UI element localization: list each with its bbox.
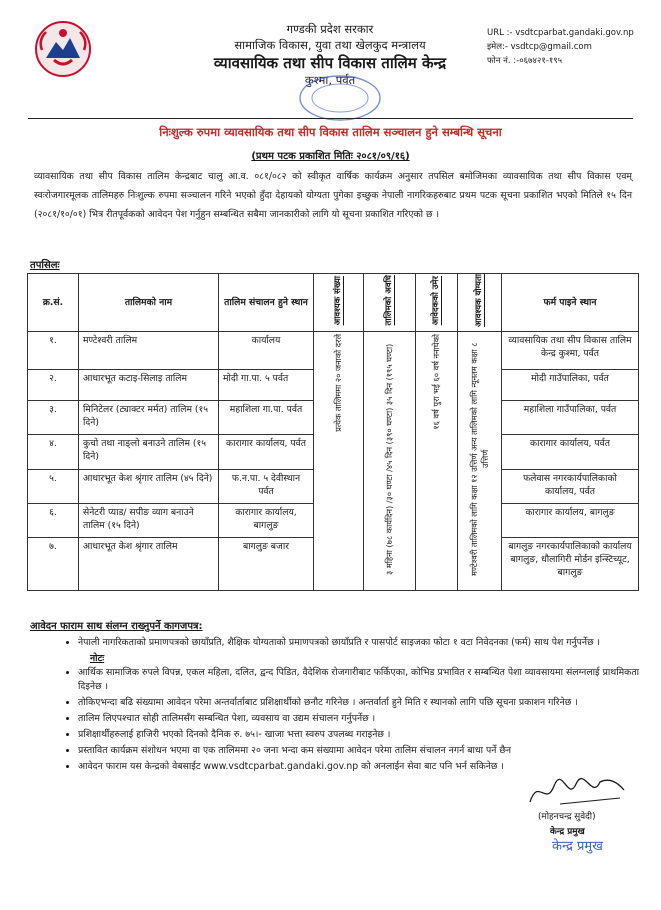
signatory-name: (मोहनचन्द्र सुवेदी) [538,812,596,822]
header-age-text: आवेदकको उमेर [431,275,441,326]
row-sn: ५. [28,469,79,503]
office-stamp: केन्द्र प्रमुख [552,839,603,854]
note-label: नोटः [90,653,105,664]
row-form-location: कारागार कार्यालय, बागलुङ [502,503,639,537]
seats-merged [314,331,364,590]
header-divider [28,118,633,119]
details-label: तपसिलः [30,260,60,271]
notice-headline: निःशुल्क रुपमा व्यावसायिक तथा सीप विकास तालिम सञ्चालन हुने सम्बन्धि सूचना [159,125,502,139]
row-venue: कारागार कार्यालय, पर्वत [219,435,314,469]
notice-intro: व्यावसायिक तथा सीप विकास तालिम केन्द्रबाट चालु आ.व. ०८१/०८२ को स्वीकृत वार्षिक कार्यक्रम अनुसार तपसिल बमोजिमका व्यावसायिक तथा सीप विकास एवम् स्वःरोजगारमूलक तालिमहरु निःशुल्क रुपमा सञ्चालन गरिने भएको हुँदा देहायको योग्यता पुगेका इच्छुक नेपाली नागरिकहरुबाट प्रथम पटक सूचना प्रकाशित भएको मितिले १५ दिन (२०८१/१०/०१) भित्र रीतपूर्वकको आवेदन पेश गर्नुहुन सम्बन्धित सबैमा जानकारीको लागि यो सूचना प्रकाशित गरिएको छ । [34,171,632,220]
header-name: तालिमको नाम [79,274,219,332]
age-merged-text: १६ वर्ष पुरा भई ६० वर्ष ननाघेको [431,333,441,430]
row-venue: फ.न.पा. ५ देवीस्थान पर्वत [219,469,314,503]
list-item: • तोकिएभन्दा बढि संख्यामा आवेदन परेमा अन्तर्वार्ताबाट प्रशिक्षार्थीको छनौट गरिनेछ । अन्तर्वार्ता हुने मिति र स्थानको लागि पछि सूचना प्रकाशन गरिनेछ । [78,696,640,710]
header-seats-text: आवश्यक संख्या [333,275,343,326]
row-sn: ७. [28,538,79,591]
documents-title: आवेदन फाराम साथ संलग्न राख्नुपर्ने कागजपत्र: [30,621,203,632]
header-seats [314,274,364,332]
row-training-name: आधारभूत कटाइ-सिलाइ तालिम [79,370,219,400]
office-name: व्यावसायिक तथा सीप विकास तालिम केन्द्र [213,54,447,72]
contact-block [487,26,634,68]
row-form-location: कारागार कार्यालय, पर्वत [502,435,639,469]
qualification-merged-text: मण्टेश्वरी तालिमको लागि कक्षा १२ उत्तिर्ण अन्य तालिमको लागि न्यूनतम कक्षा ८ उत्तिर्ण [468,342,490,576]
row-form-location: बागलुङ नगरकार्यपालिकाको कार्यालय बागलुङ, धौलागिरी मोर्डन इन्स्टिच्यूट, बागलुङ [502,538,639,591]
training-table [27,273,639,591]
table-header-row [28,274,639,332]
row-form-location: फलेवास नगरकार्यपालिकाको कार्यालय, पर्वत [502,469,639,503]
signature-icon [520,772,640,812]
header-qualification [458,274,502,332]
qualification-merged [458,331,502,590]
header-duration-text: तालिमको अवधि [384,275,394,326]
phone-number: फोन नं. :-०६७४२१-१९५ [487,56,563,66]
list-item: • आवेदन फाराम यस केन्द्रको वेबसाईट www.vsdtcparbat.gandaki.gov.np को अनलाईन सेवा बाट पनि भर्न सकिनेछ । [78,760,640,774]
list-item: • नेपाली नागरिकताको प्रमाणपत्रको छायाँप्रति, शैक्षिक योग्यताको प्रमाणपत्रको छायाँप्रति र पासपोर्ट साइजका फोटा १ वटा निवेदनका (फर्म) साथ पेश गर्नुपर्नेछ । [78,636,640,650]
row-venue: महाशिला गा.पा. पर्वत [219,400,314,434]
signatory-title: केन्द्र प्रमुख [550,827,585,837]
row-training-name: मिनिटेलर (ट्याक्टर मर्मत) तालिम (१५ दिने) [79,400,219,434]
office-location: कुश्मा, पर्वत [304,73,356,87]
duration-merged [364,331,416,590]
row-sn: ६. [28,503,79,537]
row-form-location: व्यावसायिक तथा सीप विकास तालिम केन्द्र कुश्मा, पर्वत [502,331,639,369]
row-training-name: मण्टेश्वरी तालिम [79,331,219,369]
row-venue: मोदी गा.पा. ५ पर्वत [219,370,314,400]
row-training-name: कुचो तथा नाङ्लो बनाउने तालिम (१५ दिने) [79,435,219,469]
office-seal-icon [295,72,385,124]
age-merged [416,331,458,590]
row-form-location: मोदी गाउँपालिका, पर्वत [502,370,639,400]
list-item: • प्रस्तावित कार्यक्रम संशोधन भएमा वा एक तालिममा २० जना भन्दा कम संख्यामा आवेदन परेमा तालिम संचालन नगर्न बाधा पर्ने छैन [78,744,640,758]
email-address[interactable]: इमेल:- vsdtcp@gmail.com [487,42,592,52]
ministry-name: सामाजिक विकास, युवा तथा खेलकुद मन्त्रालय [234,38,426,52]
publish-date-line [0,148,661,162]
row-form-location: महाशिला गाउँपालिका, पर्वत [502,400,639,434]
province-name: गण्डकी प्रदेश सरकार [286,22,374,36]
row-venue: बागलुङ बजार [219,538,314,591]
seats-merged-text: प्रत्येक तालिममा २० जनाको दरले [333,333,343,432]
row-sn: १. [28,331,79,369]
notes-list [60,666,640,774]
row-training-name: आधारभूत केश श्रृंगार तालिम (४५ दिने) [79,469,219,503]
publish-date: (प्रथम पटक प्रकाशित मितिः २०८१/०९/१६) [251,151,410,162]
duration-merged-text: ३ महिना (७८ कार्यदिन) /३० घण्टा /४५ दिन (३९० घण्टा) ३५ दिन (१९५ घण्टा) [384,343,394,575]
header-age [416,274,458,332]
row-venue: कारागार कार्यालय, बागलुङ [219,503,314,537]
header-duration [364,274,416,332]
documents-list [60,636,640,650]
table-row [28,331,639,369]
row-sn: २. [28,370,79,400]
header-qualification-text: आवश्यक योग्यता [474,274,484,327]
list-item: • प्रशिक्षार्थीहरुलाई हाजिरी भएको दिनको दैनिक रु. ७५।- खाजा भत्ता स्वरुप उपलब्ध गराइनेछ । [78,728,640,742]
documents-section [60,636,640,776]
row-training-name: सेनेटरी प्याड/ सपीङ व्याग बनाउने तालिम (१५ दिने) [79,503,219,537]
list-item: • आर्थिक सामाजिक रुपले विपन्न, एकल महिला, दलित, द्वन्द पिडित, वैदेशिक रोजगारीबाट फर्किएका, कोभिड प्रभावित र सम्बन्धित पेशा व्यावसायमा संलग्नलाई प्राथमिकता दिइनेछ । [78,666,640,694]
row-sn: ४. [28,435,79,469]
header-venue: तालिम संचालन हुने स्थान [219,274,314,332]
header-form: फर्म पाइने स्थान [502,274,639,332]
website-url[interactable]: URL :- vsdtcparbat.gandaki.gov.np [487,28,634,38]
row-training-name: आधारभूत केश श्रृंगार तालिम [79,538,219,591]
list-item: • तालिम लिएपश्चात सोही तालिमसँग सम्बन्धित पेशा, व्यवसाय वा उद्यम संचालन गर्नुपर्नेछ । [78,712,640,726]
header-sn: क्र.सं. [28,274,79,332]
row-venue: कार्यालय [219,331,314,369]
nepal-emblem-icon [34,20,92,78]
row-sn: ३. [28,400,79,434]
